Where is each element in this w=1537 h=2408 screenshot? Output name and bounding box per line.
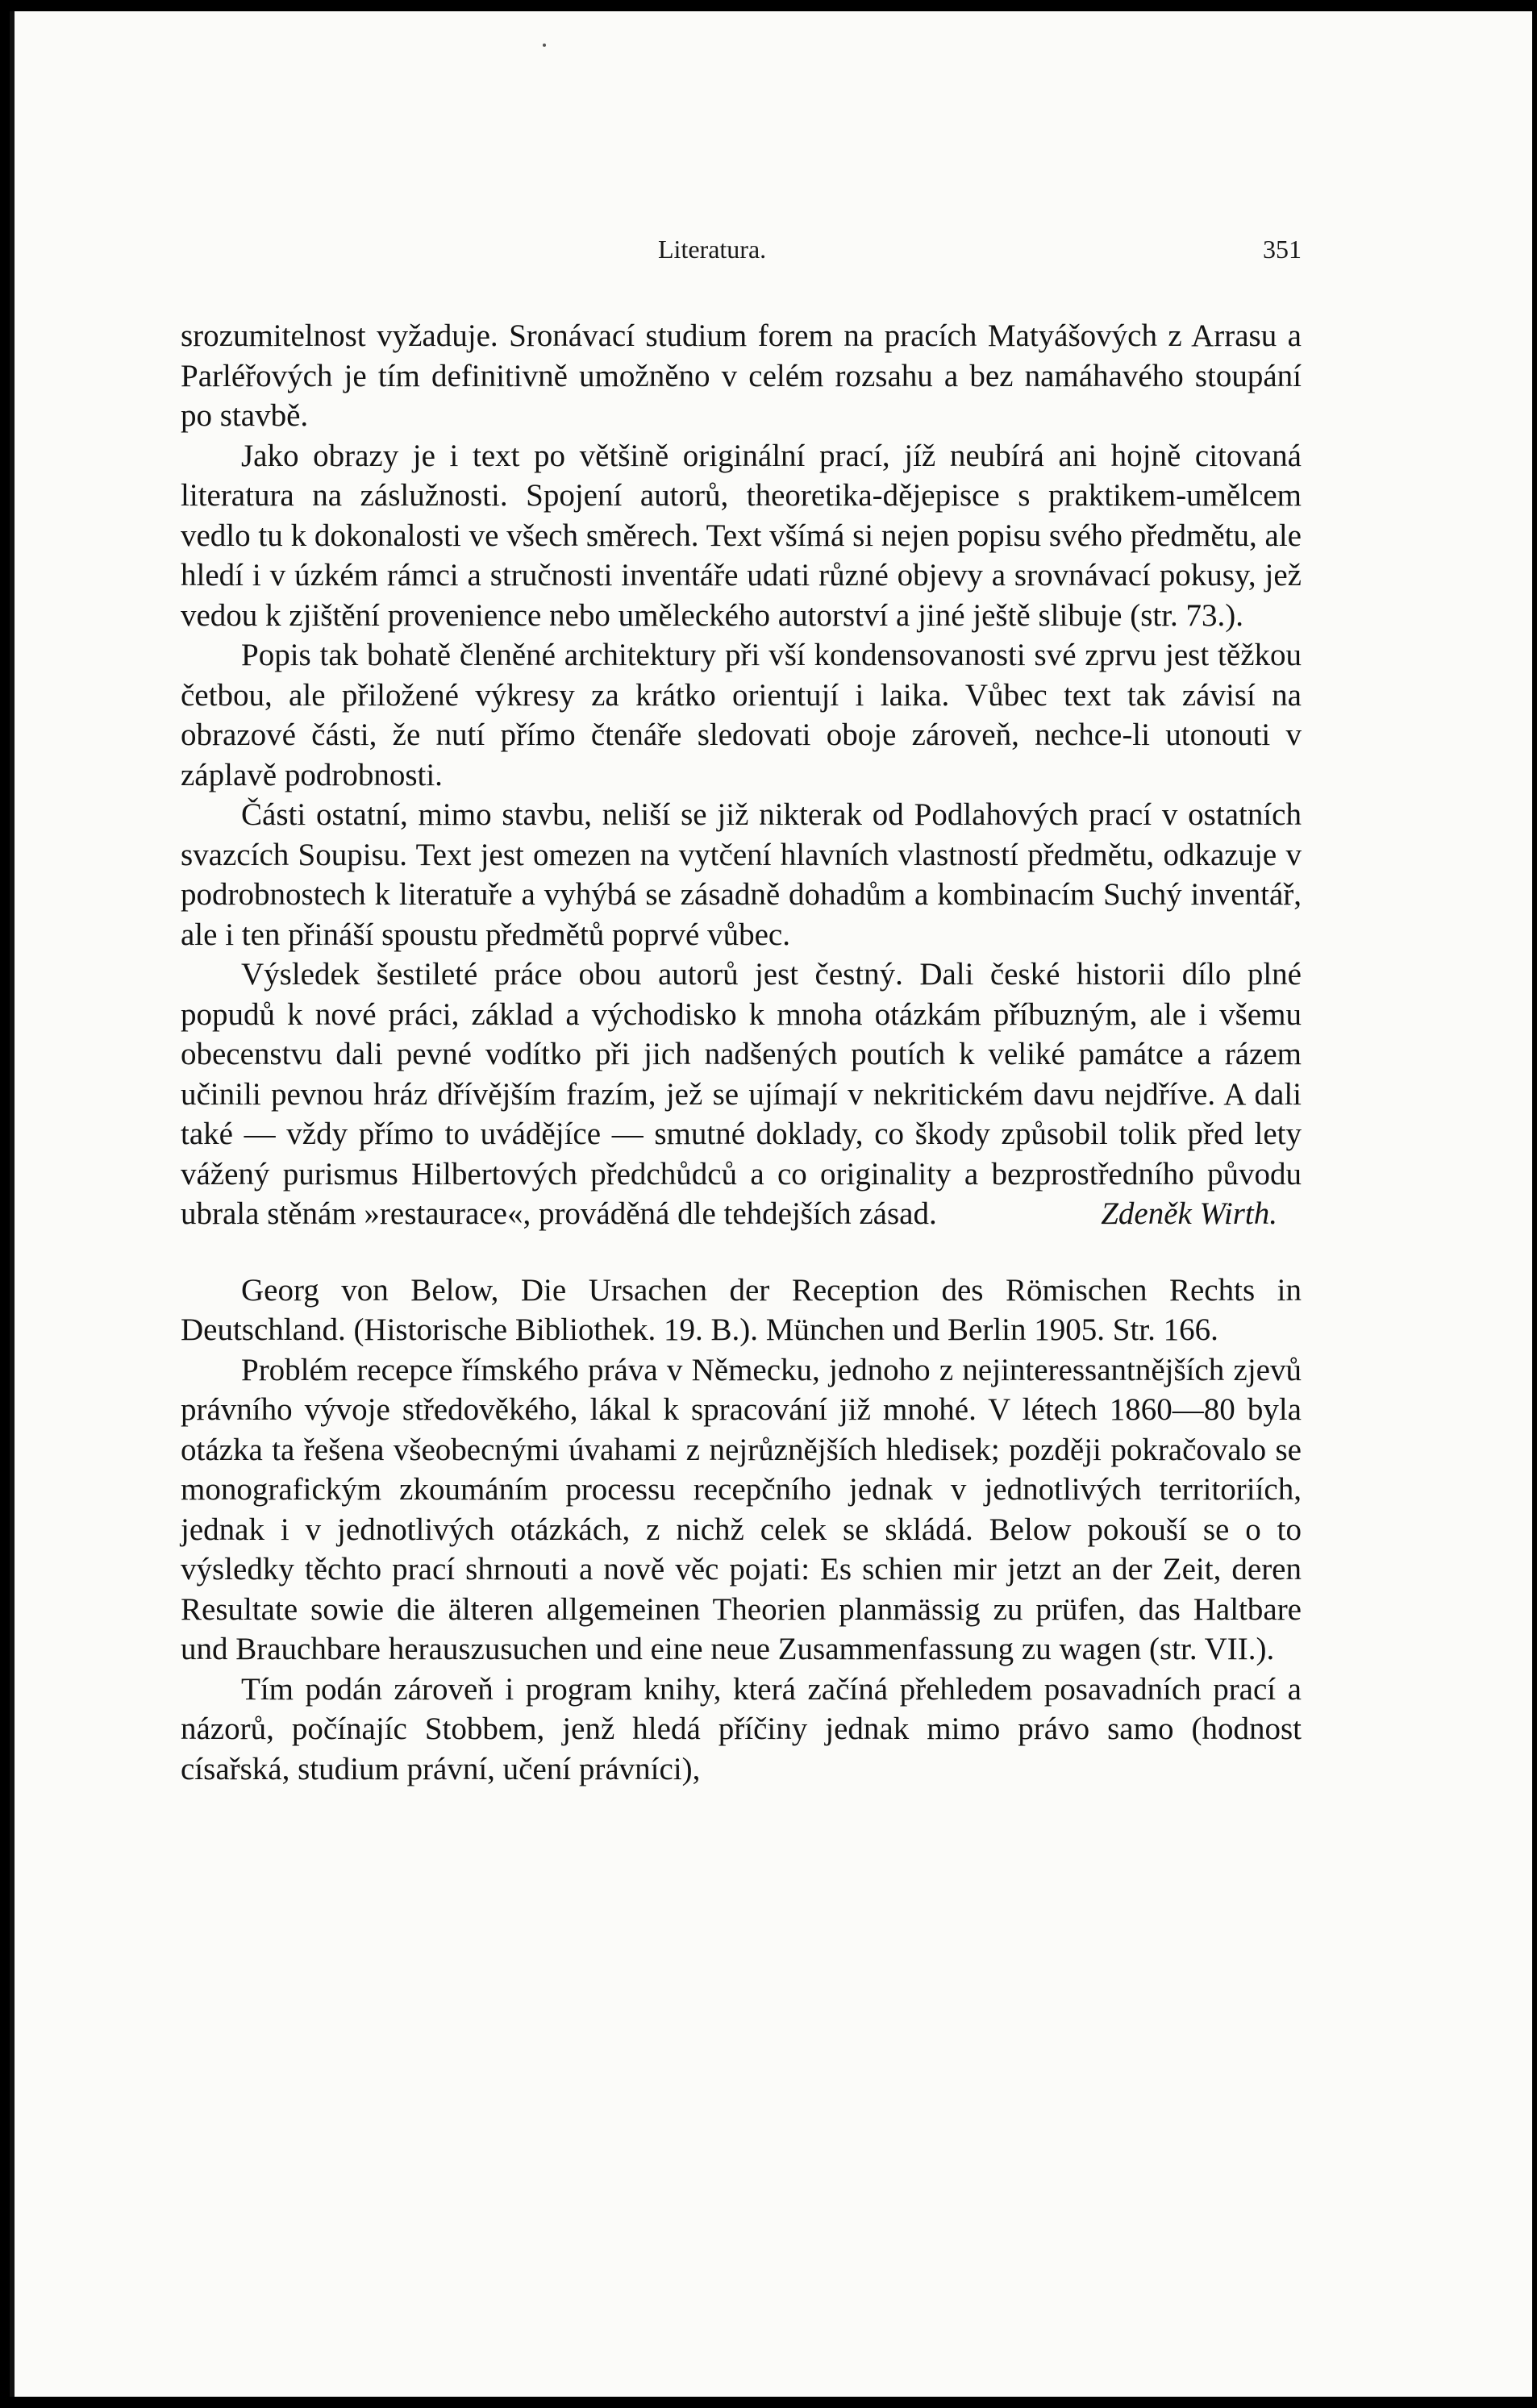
review-below	[181, 1271, 1302, 1790]
review-wirth	[181, 316, 1302, 1234]
scan-speck	[543, 44, 546, 47]
review-heading: Georg von Below, Die Ursachen der Reception des Römischen Rechts in Deutschland. (Historische Bibliothek. 19. B.). München und Berlin 1905. Str. 166.	[181, 1272, 1302, 1347]
author-signature: Zdeněk Wirth.	[1101, 1196, 1277, 1231]
paragraph: Tím podán zároveň i program knihy, která začíná přehledem posavadních prací a názorů, počínajíc Stobbem, jenž hledá příčiny jednak mimo právo samo (hodnost císařská, studium právní, učení právníci),	[181, 1671, 1302, 1786]
paragraph: srozumitelnost vyžaduje. Sronávací studium forem na pracích Matyášových z Arrasu a Parléřových je tím definitivně umožněno v celém rozsahu a bez namáhavého stoupání po stavbě.	[181, 318, 1302, 433]
paragraph: Popis tak bohatě členěné architektury při vší kondensovanosti své zprvu jest těžkou četbou, ale přiložené výkresy za krátko orientují i laika. Vůbec text tak závisí na obrazové části, že nutí přímo čtenáře sledovati oboje zároveň, nechce-li utonouti v záplavě podrobnosti.	[181, 638, 1302, 792]
paragraph-text: Výsledek šestileté práce obou autorů jest čestný. Dali české historii dílo plné popudů k nové práci, základ a východisko k mnoha otázkám příbuzným, ale i všemu obecenstvu dali pevné vodítko při jich nadšených poutích k veliké památce a rázem učinili pevnou hráz dřívějším frazím, jež se ujímají v nekritickém davu nejdříve. A dali také — vždy přímo to uvádějíce — smutné doklady, co škody způsobil tolik před lety vážený purismus Hilbertových předchůdců a co originality a bezprostředního původu ubrala stěnám »restaurace«, prováděná dle tehdejších zásad.	[181, 957, 1302, 1231]
paragraph: Části ostatní, mimo stavbu, neliší se již nikterak od Podlahových prací v ostatních svazcích Soupisu. Text jest omezen na vytčení hlavních vlastností předmětu, odkazuje v podrobnostech k literatuře a vyhýbá se zásadně dohadům a kombinacím Suchý inventář, ale i ten přináší spoustu předmětů poprvé vůbec.	[181, 797, 1302, 952]
page-body	[181, 316, 1302, 1789]
section-gap	[181, 1234, 1302, 1271]
paragraph: Jako obrazy je i text po většině originální prací, jíž neubírá ani hojně citovaná literatura na záslužnosti. Spojení autorů, theoretika-dějepisce s praktikem-umělcem vedlo tu k dokonalosti ve všech směrech. Text všímá si nejen popisu svého předmětu, ale hledí i v úzkém rámci a stručnosti inventáře udati různé objevy a srovnávací pokusy, jež vedou k zjištění provenience nebo uměleckého autorství a jiné ještě slibuje (str. 73.).	[181, 438, 1302, 633]
paragraph: Problém recepce římského práva v Německu, jednoho z nejinteressantnějších zjevů právního vývoje středověkého, lákal k spracování již mnohé. V létech 1860—80 byla otázka ta řešena všeobecnými úvahami z nejrůznějších hledisek; později pokračovalo se monografickým zkoumáním processu recepčního jednak v jednotlivých territoriích, jednak i v jednotlivých otázkách, z nichž celek se skládá. Below pokouší se o to výsledky těchto prací shrnouti a nově věc pojati: Es schien mir jetzt an der Zeit, deren Resultate sowie die älteren allgemeinen Theorien planmässig zu prüfen, das Haltbare und Brauchbare herauszusuchen und eine neue Zusammenfassung zu wagen (str. VII.).	[181, 1352, 1302, 1666]
page-number: 351	[1263, 235, 1302, 264]
book-page	[10, 11, 1532, 2397]
running-title: Literatura.	[658, 235, 767, 264]
paragraph	[181, 954, 1302, 1234]
